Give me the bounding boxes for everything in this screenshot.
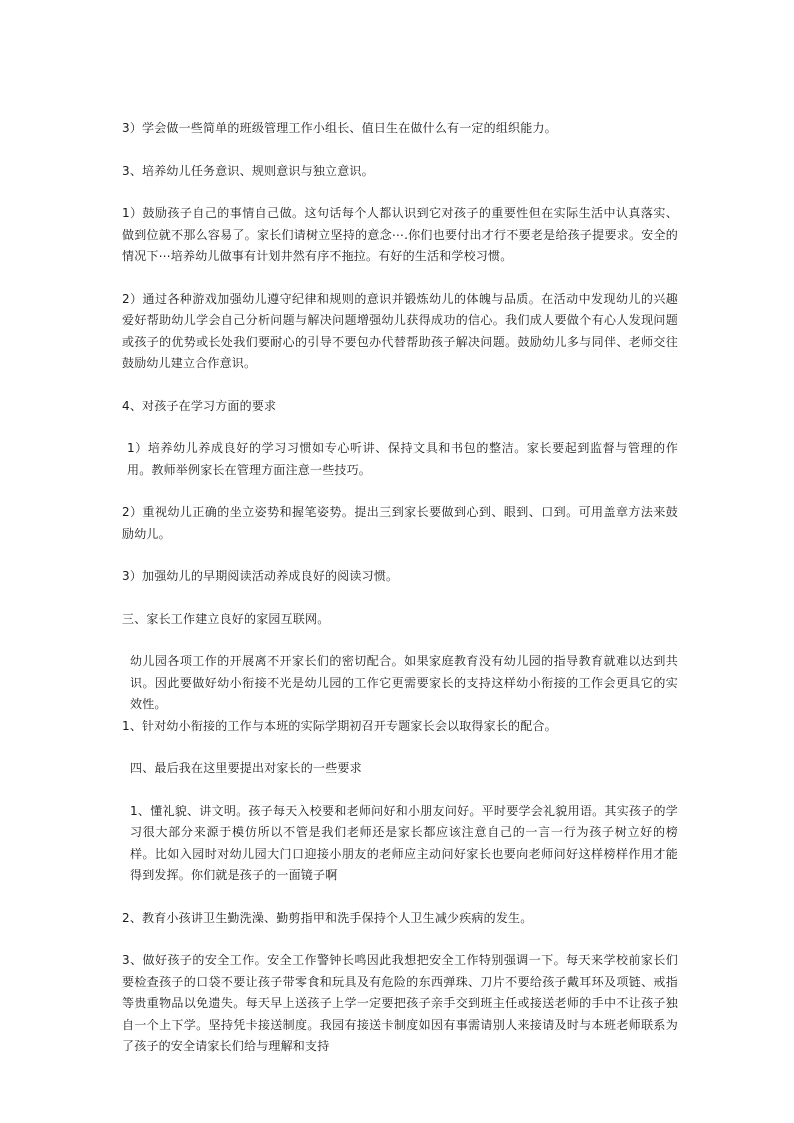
paragraph-cooperation: 幼儿园各项工作的开展离不开家长们的密切配合。如果家庭教育没有幼儿园的指导教育就难以达到共识。因此要做好幼小衔接不光是幼儿园的工作它更需要家长的支持这样幼小衔接的工作会更具它的实效性。 xyxy=(130,654,678,711)
paragraph-safety: 3、做好孩子的安全工作。安全工作警钟长鸣因此我想把安全工作特别强调一下。每天来学校前家长们要检查孩子的口袋不要让孩子带零食和玩具及有危险的东西弹珠、刀片不要给孩子戴耳环及项链、戒指等贵重物品以免遗失。每天早上送孩子上学一定要把孩子亲手交到班主任或接送老师的手中不让孩子独自一个上下学。坚持凭卡接送制度。我园有接送卡制度如因有事需请别人来接请及时与本班老师联系为了孩子的安全请家长们给与理解和支持 xyxy=(122,953,678,1053)
paragraph-class-management: 3）学会做一些简单的班级管理工作小组长、值日生在做什么有一定的组织能力。 xyxy=(122,121,557,135)
paragraph-hygiene: 2、教育小孩讲卫生勤洗澡、勤剪指甲和洗手保持个人卫生减少疾病的发生。 xyxy=(122,910,533,925)
document-body xyxy=(122,118,678,1079)
paragraph-reading: 3）加强幼儿的早期阅读活动养成良好的阅读习惯。 xyxy=(122,569,399,583)
paragraph-manners: 1、懂礼貌、讲文明。孩子每天入校要和老师问好和小朋友问好。平时要学会礼貌用语。其实孩子的学习很大部分来源于模仿所以不管是我们老师还是家长都应该注意自己的一言一行为孩子树立好的榜样。比如入园时对幼儿园大门口迎接小朋友的老师应主动问好家长也要向老师问好这样榜样作用才能得到发挥。你们就是孩子的一面镜子啊 xyxy=(130,803,678,882)
heading-parent-work: 三、家长工作建立良好的家园互联网。 xyxy=(122,611,330,626)
paragraph-parent-meeting: 1、针对幼小衔接的工作与本班的实际学期初召开专题家长会以取得家长的配合。 xyxy=(122,718,557,733)
heading-task-awareness: 3、培养幼儿任务意识、规则意识与独立意识。 xyxy=(122,163,374,178)
heading-parent-requirements: 四、最后我在这里要提出对家长的一些要求 xyxy=(130,761,362,775)
paragraph-games-discipline: 2）通过各种游戏加强幼儿遵守纪律和规则的意识并锻炼幼儿的体魄与品质。在活动中发现幼儿的兴趣爱好帮助幼儿学会自己分析问题与解决问题增强幼儿获得成功的信心。我们成人要做个有心人发现问题或孩子的优势或长处我们要耐心的引导不要包办代替帮助孩子解决问题。鼓励幼儿多与同伴、老师交往鼓励幼儿建立合作意识。 xyxy=(122,291,678,370)
paragraph-study-habits: 1）培养幼儿养成良好的学习习惯如专心听讲、保持文具和书包的整洁。家长要起到监督与管理的作用。教师举例家长在管理方面注意一些技巧。 xyxy=(127,441,678,477)
paragraph-self-reliance: 1）鼓励孩子自己的事情自己做。这句话每个人都认识到它对孩子的重要性但在实际生活中认真落实、做到位就不那么容易了。家长们请树立坚持的意念⋯.你们也要付出才行不要老是给孩子提要求。安全的情况下⋯培养幼儿做事有计划井然有序不拖拉。有好的生活和学校习惯。 xyxy=(122,206,678,263)
paragraph-posture: 2）重视幼儿正确的坐立姿势和握笔姿势。提出三到家长要做到心到、眼到、口到。可用盖章方法来鼓励幼儿。 xyxy=(122,505,678,541)
heading-learning-requirements: 4、对孩子在学习方面的要求 xyxy=(122,398,277,413)
